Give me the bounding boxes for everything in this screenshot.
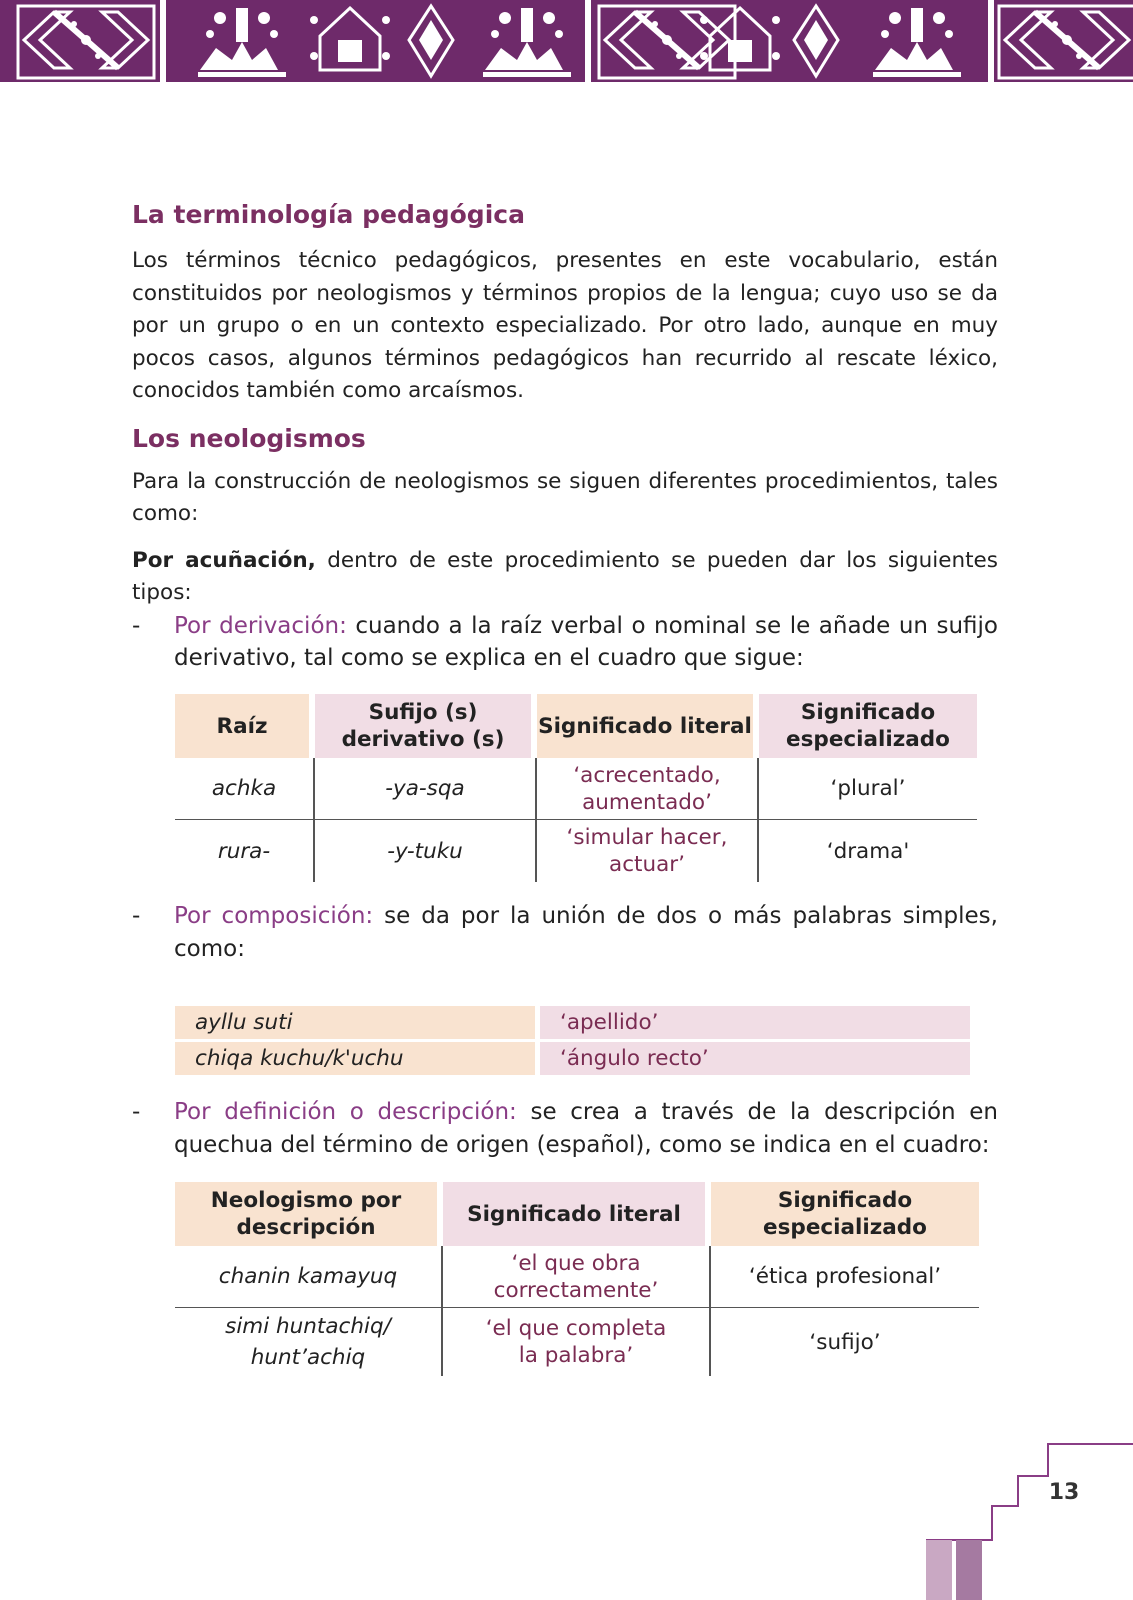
table2-cell: ‘ética profesional’ xyxy=(711,1246,979,1308)
text-content xyxy=(132,198,998,675)
table-row xyxy=(175,758,977,820)
page-number: 13 xyxy=(1048,1480,1080,1505)
table2-cell: ‘el que obra correctamente’ xyxy=(443,1246,711,1308)
table1-cell: ‘acrecentado, aumentado’ xyxy=(537,758,759,820)
bullet-label-composicion: Por composición: xyxy=(174,903,374,929)
table1-header-especializado: Significado especializado xyxy=(759,694,977,758)
table1-cell: ‘simular hacer, actuar’ xyxy=(537,820,759,882)
table2-header-literal: Significado literal xyxy=(443,1182,711,1246)
bullet-label-definicion: Por definición o descripción: xyxy=(174,1099,517,1125)
bullet-text-definicion: se crea a través de la descripción en quechua del término de origen (español), como se indica en el cuadro: xyxy=(174,1099,999,1158)
bullet-text-composicion: se da por la unión de dos o más palabras simples, como: xyxy=(174,903,998,962)
table1-cell: ‘plural’ xyxy=(759,758,977,820)
table1-cell: -ya-sqa xyxy=(315,758,537,820)
table1-header-sufijo: Sufijo (s) derivativo (s) xyxy=(315,694,537,758)
table-row xyxy=(175,820,977,882)
bullet-dash: - xyxy=(132,903,141,929)
table2-cell: ‘el que completa la palabra’ xyxy=(443,1308,711,1376)
table-row xyxy=(175,1246,979,1308)
derivation-table xyxy=(175,694,977,882)
bullet-composicion xyxy=(132,900,998,965)
composition-meaning: ‘apellido’ xyxy=(540,1006,970,1042)
table2-cell: chanin kamayuq xyxy=(175,1246,443,1308)
bullet-dash: - xyxy=(132,1099,141,1125)
bullet-label-derivacion: Por derivación: xyxy=(174,612,347,639)
table1-header-raiz: Raíz xyxy=(175,694,315,758)
table2-cell: simi huntachiq/ hunt’achiq xyxy=(175,1308,443,1376)
table1-cell: -y-tuku xyxy=(315,820,537,882)
paragraph-acunacion xyxy=(132,545,998,610)
table2-header-especializado: Significado especializado xyxy=(711,1182,979,1246)
table-row xyxy=(175,1006,970,1042)
bullet-dash: - xyxy=(132,612,141,639)
paragraph-neologismos-intro: Para la construcción de neologismos se siguen diferentes procedimientos, tales como: xyxy=(132,468,998,526)
decorative-header-band xyxy=(0,0,1133,82)
composition-meaning: ‘ángulo recto’ xyxy=(540,1042,970,1075)
corner-steps-decoration xyxy=(900,1420,1133,1600)
bullet-text-derivacion: cuando a la raíz verbal o nominal se le añade un sufijo derivativo, tal como se explica en el cuadro que sigue: xyxy=(174,612,999,671)
composition-term: ayllu suti xyxy=(175,1006,540,1042)
bullet-derivacion xyxy=(132,610,998,675)
table-row xyxy=(175,1308,979,1376)
textile-pattern-icon xyxy=(0,0,1133,82)
section-title-terminologia: La terminología pedagógica xyxy=(132,200,525,229)
table1-header-literal: Significado literal xyxy=(537,694,759,758)
description-table xyxy=(175,1182,979,1376)
table1-cell: achka xyxy=(175,758,315,820)
table-row xyxy=(175,1042,970,1075)
table1-cell: ‘drama' xyxy=(826,838,910,864)
composition-term: chiqa kuchu/k'uchu xyxy=(175,1042,540,1075)
section-title-neologismos: Los neologismos xyxy=(132,423,366,453)
acunacion-bold: Por acuñación, xyxy=(132,547,316,573)
paragraph-terminologia: Los términos técnico pedagógicos, presentes en este vocabulario, están constituidos por neologismos y términos propios de la lengua; cuyo uso se da por un grupo o en un contexto especializado. Por otro lado, aunque en muy pocos casos, algunos términos pedagógicos han recurrido al rescate léxico, conocidos también como arcaísmos. xyxy=(132,248,998,403)
composition-examples xyxy=(175,1006,970,1075)
table1-cell: rura- xyxy=(175,820,315,882)
bullet-definicion xyxy=(132,1096,998,1161)
table2-cell: ‘sufijo’ xyxy=(809,1329,881,1355)
table2-header-neologismo: Neologismo por descripción xyxy=(175,1182,443,1246)
acunacion-text: dentro de este procedimiento se pueden dar los siguientes tipos: xyxy=(132,547,998,605)
